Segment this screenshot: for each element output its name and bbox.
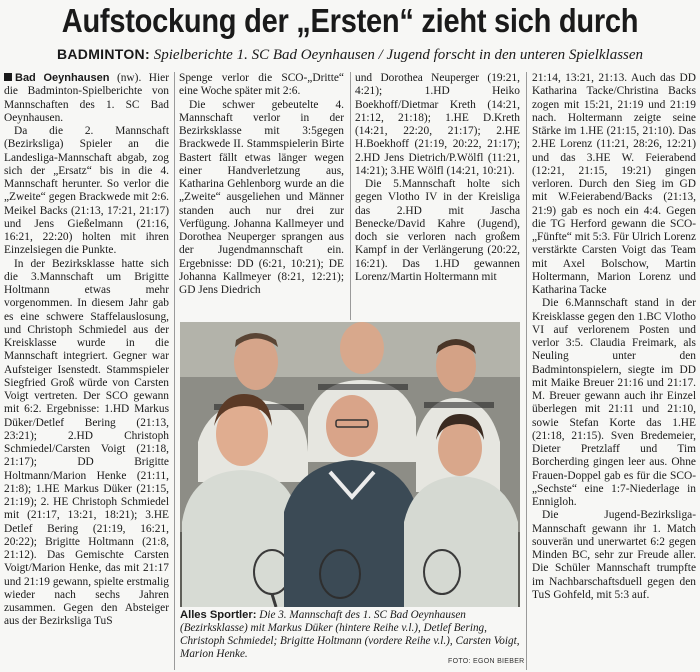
article-paragraph: und Dorothea Neuperger (19:21, 4:21); 1.HD Heiko Boekhoff/Dietmar Kreth (14:21, 21:12, 21:18); 1.HE D.Kreth (14:21, 22:20, 21:17); 2.HE H.Boekhoff (21:19, 20:22, 21:17); 2.HD Jens Dietrich/P.Wölfl (11:21, 14:21); 3.HE Wölfl (14:21, 10:21). <box>355 72 520 177</box>
subline-text: Spielberichte 1. SC Bad Oeynhausen / Jugend forscht in den unteren Spielklassen <box>153 47 644 63</box>
headline: Aufstockung der „Ersten“ zieht sich durch <box>61 2 639 39</box>
article-paragraph: Da die 2. Mannschaft (Bezirksliga) Spieler an die Landesliga-Mannschaft abgab, zog sich der „Ersatz“ bis in die 4. Mannschaft herunter. So verlor die „Zweite“ gegen Brackwede mit 2:6. Meikel Backs (21:13, 17:21, 21:17) und Jens Gießelmann (21:16, 16:21, 22:20) holten mit ihren Einzelsiegen die Punkte. <box>4 125 169 257</box>
article-paragraph: Die Jugend-Bezirksliga-Mannschaft gewann ihr 1. Match souverän und unerwartet 6:2 gegen Minden BC, sehr zur Freude aller. Die Schüler Mannschaft trumpfte im Nachbarschaftsduell gegen den TuS Gohfeld, mit 5:3 auf. <box>532 509 696 601</box>
article-paragraph: Spenge verlor die SCO-„Dritte“ eine Woche später mit 2:6. <box>179 72 344 98</box>
article-paragraph: Die 6.Mannschaft stand in der Kreisklasse gegen den 1.BC Vlotho VI auf verlorenem Posten und verlor 3:5. Claudia Freimark, als Neuling unter den Badmintonspielern, siegte im DD mit Maike Breuer 21:16 und 21:17. M. Breuer gewann auch ihr Einzel überlegen mit 21:11 und 21:10, sowie Stefan Korte das 1.HE (21:18, 21:15). Sven Bredemeier, Dieter Pretzlaff und Tim Borcherding gingen leer aus. Ohne Frauen-Doppel gab es für die SCO-„Sechste“ eine 1:7-Niederlage in Ennigloh. <box>532 297 696 508</box>
team-photo <box>180 322 520 607</box>
article-paragraph: Die schwer gebeutelte 4. Mannschaft verlor in der Bezirksklasse mit 3:5gegen Brackwede II. Stammspielerin Birte Bastert fällt etwas länger wegen einer Handverletzung aus, Katharina Gehlenborg wurde an die „Zweite“ ausgeliehen und Männer standen auch nur drei zur Verfügung. Johanna Kallmeyer und Dorothea Neuperger sprangen aus der Jugendmannschaft ein. Ergebnisse: DD (6:21, 10:21); DE Johanna Kallmeyer (8:21, 12:21); GD Jens Diedrich <box>179 98 344 296</box>
photo-credit: FOTO: EGON BIEBER <box>448 658 525 665</box>
dateline-location: Bad Oeynhausen <box>15 72 110 84</box>
article-column-4 <box>532 72 696 670</box>
photo-caption <box>180 609 520 661</box>
column-rule <box>174 72 175 670</box>
bullet-square-icon <box>4 73 12 81</box>
article-paragraph: Bad Oeynhausen (nw). Hier die Badminton-Spielberichte von Mannschaften des 1. SC Bad Oeynhausen. <box>4 72 169 124</box>
subline <box>0 46 700 64</box>
team-photo-illustration <box>180 322 520 607</box>
article-paragraph: 21:14, 13:21, 21:13. Auch das DD Katharina Tacke/Christina Backs zogen mit 15:21, 21:19 und 21:19 nach. Holtermann zeigte seine Stärke im 1.HE (21:15, 21:10). Das 2.HE Lorenz (11:21, 28:26, 12:21) und das 3.HE W. Feierabend (12:21, 21:15, 19:21) gingen verloren. Durch den Sieg im GD mit W.Feierabend/Backs (21:13, 21:9) gab es noch ein 4:4. Gegen die TG Herford gewann die SCO-„Fünfte“ mit 5:3. Für Ulrich Lorenz verstärkte Carsten Voigt das Team mit Axel Bolschow, Martin Holtermann, Marion Lorenz und Katharina Tacke <box>532 72 696 296</box>
subline-kicker: BADMINTON: <box>56 46 150 62</box>
article-column-2 <box>179 72 344 322</box>
article-paragraph: In der Bezirksklasse hatte sich die 3.Mannschaft um Brigitte Holtmann etwas mehr vorgenommen. In diesem Jahr gab es eine schwere Staffelauslosung, und Christoph Schmiedel aus der Kreisklasse wurde in die Mannschaft integriert. Gegner war Aufsteiger Isenstedt. Stammspieler Siegfried Groß würde von Carsten Voigt vertreten. Der SCO gewann mit 6:2. Ergebnisse: 1.HD Markus Düker/Detlef Bering (21:13, 23:21); 2.HD Christoph Schmiedel/Carsten Voigt (21:18, 21:17); DD Brigitte Holtmann/Marion Henke (21:11, 21:8); 1.HE Markus Düker (21:15, 21:19); 2. HE Christoph Schmiedel mit (21:17, 13:21, 18:21); 3.HE Detlef Bering (21:19, 16:21, 20:22); Brigitte Holtmann (21:8, 21:12). Das Gemischte Carsten Voigt/Marion Henke, das mit 21:17 und 21:19 gewann, spielte erstmalig wieder nach sechs Jahren zusammen. Gegen den Absteiger aus der Bezirksliga TuS <box>4 257 169 628</box>
article-column-1 <box>4 72 169 670</box>
article-column-3 <box>355 72 520 322</box>
column-rule <box>350 72 351 320</box>
caption-text: Die 3. Mannschaft des 1. SC Bad Oeynhausen (Bezirksklasse) mit Markus Düker (hintere Reihe v.l.), Detlef Bering, Christoph Schmiedel; Brigitte Holtmann (vordere Reihe v.l.), Carsten Voigt, Marion Henke. <box>180 609 520 660</box>
article-paragraph: Die 5.Mannschaft holte sich gegen Vlotho IV in der Kreisliga das 2.HD mit Jascha Benecke/David Kahre (Jugend), doch sie verloren nach großem Kampf in der Verlängerung (20:22, 16:21). Das 1.HD gewannen Lorenz/Martin Holtermann mit <box>355 178 520 283</box>
caption-lead: Alles Sportler: <box>180 609 257 621</box>
column-rule <box>526 72 527 670</box>
